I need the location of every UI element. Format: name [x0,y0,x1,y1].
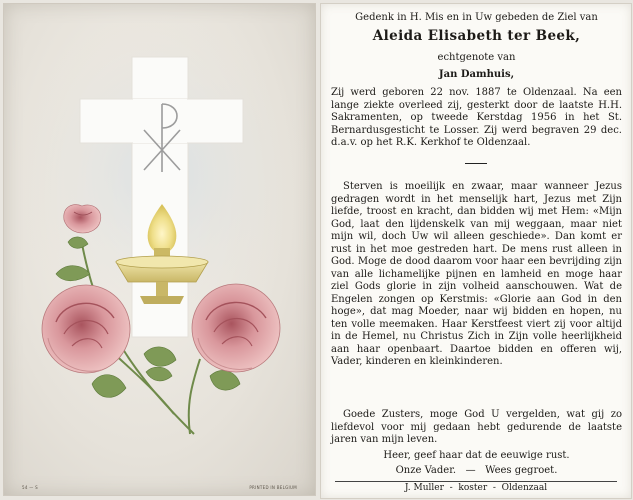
rose-left-icon [42,285,130,373]
devotional-illustration [4,4,315,495]
deceased-name: Aleida Elisabeth ter Beek, [372,28,581,44]
intro-line: Gedenk in H. Mis en in Uw gebeden de Ziel van [355,12,598,23]
prayer-titles: Onze Vader. — Wees gegroet. [395,465,558,476]
rose-right-icon [192,284,280,372]
print-code: 54 — S [22,485,38,490]
bottom-rule [335,481,617,482]
farewell-paragraph: Goede Zusters, moge God U vergelden, wat gij zo liefdevol voor mij gedaan hebt gedurende de laatste jaren van mijn leven. [331,409,622,445]
separator-line [465,163,487,164]
spouse-name: Jan Damhuis, [438,69,515,80]
memorial-text-card [320,3,632,499]
devotional-image-card [3,3,316,496]
spouse-intro: echtgenote van [437,52,516,63]
printer-credit: J. Muller - koster - Oldenzaal [404,483,548,493]
prayer-line: Heer, geef haar dat de eeuwige rust. [383,450,570,461]
biography-paragraph: Zij werd geboren 22 nov. 1887 te Oldenzaal. Na een lange ziekte overleed zij, gesterkt door de laatste H.H. Sakramenten, op tweede Kerstdag 1956 in het St. Bernardusgesticht te Losser. Zij werd begraven 29 dec. d.a.v. op het R.K. Kerkhof te Oldenzaal. [331,87,622,148]
meditation-paragraph: Sterven is moeilijk en zwaar, maar wanneer Jezus gedragen wordt in het menselijk hart, Jezus met Zijn liefde, troost en kracht, dan bidden wij met Hem: «Mijn God, laat den lijdenskelk van mij weggaan, maar niet mijn wil, doch Uw wil alleen geschiede». Dan komt er rust in het moe gestreden hart. De mens rust alleen in God. Moge de dood daarom voor haar een bevrijding zijn van alle lichamelijke pijnen en lamheid en moge haar ziel Gods glorie in zijn volheid aanschouwen. Wat de Engelen zongen op Kerstmis: «Glorie aan God in den hoge», dat mag Moeder, naar wij bidden en hopen, nu ten volle meemaken. Haar Kerstfeest viert zij voor altijd in de Hemel, nu Christus Zich in Zijn volle heerlijkheid aan haar openbaart. Daartoe bidden en offeren wij, Vader, kinderen en kleinkinderen. [331,181,622,367]
printed-in-note: PRINTED IN BELGIUM [249,485,297,490]
